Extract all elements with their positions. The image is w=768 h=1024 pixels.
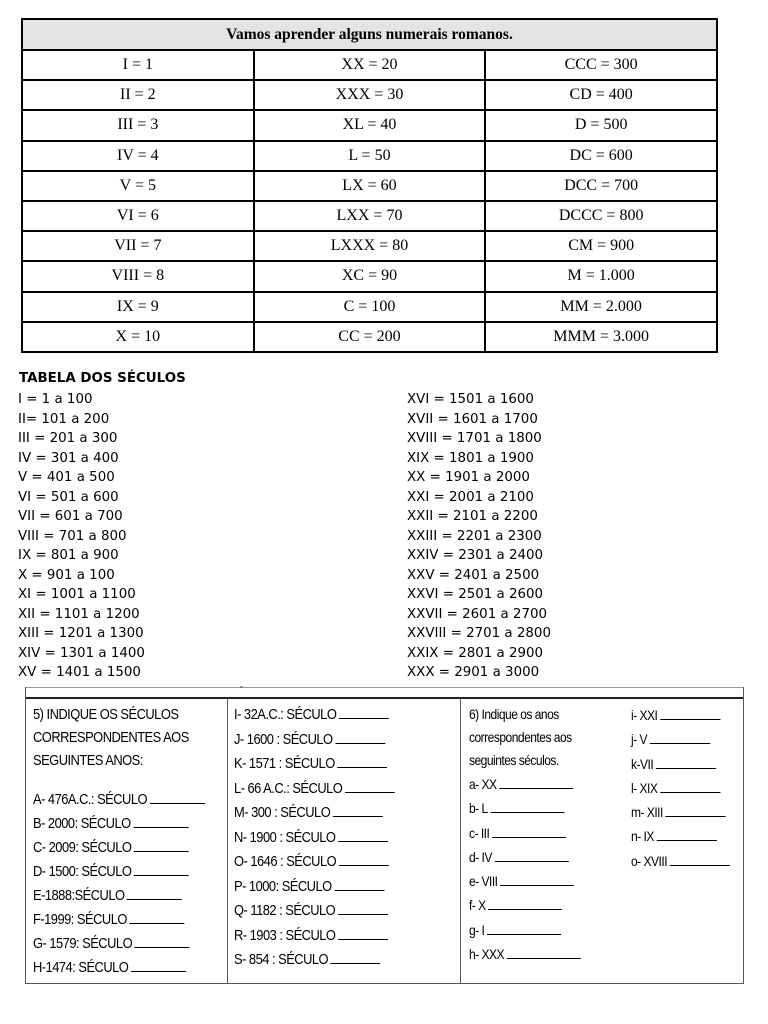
seculo-entry: XXI = 2001 a 2100 (407, 489, 534, 505)
exercise-heading-line: CORRESPONDENTES AOS (33, 729, 189, 746)
roman-table-cell: CC = 200 (254, 322, 486, 352)
exercise-item (631, 703, 730, 727)
exercise-item (631, 727, 730, 751)
exercise-item (33, 908, 205, 932)
seculo-entry: XXVII = 2601 a 2700 (407, 606, 548, 622)
roman-table-cell: II = 2 (22, 80, 254, 110)
seculo-entry: XXIV = 2301 a 2400 (407, 548, 544, 563)
answer-blank[interactable] (339, 851, 389, 866)
roman-table-row (22, 261, 717, 291)
exercise-item (234, 801, 395, 826)
seculo-entry: VI = 501 a 600 (18, 489, 119, 505)
roman-table-cell: M = 1.000 (485, 261, 717, 291)
seculo-entry: XV = 1401 a 1500 (18, 665, 141, 680)
roman-table-row (22, 110, 717, 140)
seculo-entry: V = 401 a 500 (18, 470, 115, 485)
exercise-item-label: I- 32A.C.: SÉCULO (234, 706, 337, 723)
exercise-item (33, 932, 205, 956)
exercise-item-label: e- VIII (469, 873, 498, 890)
exercise-item (234, 899, 395, 924)
exercise-item (631, 752, 730, 776)
answer-blank[interactable] (129, 909, 184, 924)
answer-blank[interactable] (135, 933, 190, 948)
seculo-entry: XXIII = 2201 a 2300 (407, 528, 542, 544)
roman-table-cell: IX = 9 (22, 292, 254, 322)
roman-table-cell: VI = 6 (22, 201, 254, 231)
seculo-entry: IX = 801 a 900 (18, 548, 119, 563)
exercise-item (33, 812, 205, 836)
roman-table-cell: LXXX = 80 (254, 231, 486, 261)
seculo-entry: XXX = 2901 a 3000 (407, 665, 540, 680)
exercise-item-label: G- 1579: SÉCULO (33, 935, 133, 952)
exercise-item (631, 800, 730, 824)
answer-blank[interactable] (133, 813, 188, 828)
exercise-item-label: A- 476A.C.: SÉCULO (33, 791, 148, 808)
answer-blank[interactable] (490, 798, 564, 813)
roman-table-cell: XX = 20 (254, 50, 486, 80)
exercise-item-label: i- XXI (631, 707, 658, 723)
answer-blank[interactable] (345, 778, 395, 793)
roman-table-cell: CM = 900 (485, 231, 717, 261)
roman-numerals-table (21, 18, 718, 353)
answer-blank[interactable] (488, 895, 562, 910)
seculo-entry: XVI = 1501 a 1600 (407, 392, 534, 407)
seculo-entry: XXVI = 2501 a 2600 (407, 587, 544, 602)
seculo-entry: I = 1 a 100 (18, 392, 93, 407)
exercise-item (469, 796, 581, 820)
roman-table-cell: DCCC = 800 (485, 201, 717, 231)
seculo-entry: XX = 1901 a 2000 (407, 470, 530, 485)
exercise-item (631, 824, 730, 848)
exercise-item-label: k-VII (631, 755, 654, 772)
seculo-entry: IV = 301 a 400 (18, 450, 119, 466)
exercise-item (33, 836, 205, 860)
exercise-5 (33, 703, 205, 980)
seculo-entry: XI = 1001 a 1100 (18, 587, 136, 602)
exercise-item-label: M- 300 : SÉCULO (234, 804, 331, 821)
exercise-item-label: Q- 1182 : SÉCULO (234, 902, 336, 919)
roman-table-cell: CD = 400 (485, 80, 717, 110)
exercise-item-label: E-1888:SÉCULO (33, 887, 125, 904)
exercise-item (469, 893, 581, 917)
exercise-item-label: B- 2000: SÉCULO (33, 815, 131, 832)
seculo-entry: X = 901 a 100 (18, 567, 115, 583)
exercise-item-label: R- 1903 : SÉCULO (234, 926, 336, 944)
column-divider (460, 698, 461, 983)
answer-blank[interactable] (660, 778, 720, 793)
exercise-item (33, 860, 205, 884)
roman-table-cell: VII = 7 (22, 231, 254, 261)
roman-table-row (22, 201, 717, 231)
roman-table-cell: DCC = 700 (485, 171, 717, 201)
answer-blank[interactable] (492, 823, 566, 838)
answer-blank[interactable] (150, 789, 205, 804)
column-divider (227, 698, 228, 983)
exercise-item-label: a- XX (469, 776, 497, 792)
exercise-item-label: d- IV (469, 848, 492, 865)
exercise-heading-line: 6) Indique os anos (469, 706, 559, 722)
exercise-item-label: b- L (469, 800, 488, 817)
seculo-entry: XIII = 1201 a 1300 (18, 626, 144, 641)
exercise-item (234, 752, 395, 777)
roman-table-cell: MMM = 3.000 (485, 322, 717, 352)
answer-blank[interactable] (338, 925, 388, 940)
exercise-item (631, 849, 730, 873)
answer-blank[interactable] (334, 876, 384, 891)
exercise-item (234, 703, 395, 728)
answer-blank[interactable] (127, 885, 182, 900)
roman-table-row (22, 50, 717, 80)
seculo-entry: XIX = 1801 a 1900 (407, 450, 534, 466)
answer-blank[interactable] (500, 871, 574, 886)
answer-blank[interactable] (131, 957, 186, 972)
seculo-entry: XXVIII = 2701 a 2800 (407, 626, 551, 641)
exercise-item (469, 821, 581, 845)
exercise-item (469, 869, 581, 893)
exercise-item (234, 850, 395, 875)
exercise-item-label: J- 1600 : SÉCULO (234, 730, 333, 748)
answer-blank[interactable] (487, 920, 561, 935)
exercise-item (469, 942, 581, 966)
roman-table-cell: VIII = 8 (22, 261, 254, 291)
exercise-box (25, 687, 744, 984)
roman-table-cell: I = 1 (22, 50, 254, 80)
answer-blank[interactable] (656, 826, 716, 841)
seculo-entry: II= 101 a 200 (18, 411, 110, 427)
exercise-item-label: C- 2009: SÉCULO (33, 839, 132, 856)
exercise-item-label: D- 1500: SÉCULO (33, 863, 132, 880)
exercise-item (234, 728, 395, 753)
exercise-item-label: K- 1571 : SÉCULO (234, 755, 335, 772)
top-mark: ˇ (240, 685, 243, 695)
seculo-entry: XII = 1101 a 1200 (18, 606, 140, 622)
seculo-entry: VIII = 701 a 800 (18, 528, 127, 544)
exercise-heading-line: correspondentes aos (469, 729, 572, 745)
exercise-item-label: c- III (469, 824, 490, 841)
spacer (33, 772, 205, 788)
exercise-item (469, 918, 581, 942)
exercise-item (234, 924, 395, 949)
seculo-entry: XXV = 2401 a 2500 (407, 567, 540, 583)
exercise-6-continued (631, 703, 730, 873)
roman-table-row (22, 141, 717, 171)
exercise-item (33, 884, 205, 908)
roman-table-cell: C = 100 (254, 292, 486, 322)
answer-blank[interactable] (331, 949, 381, 964)
roman-table-cell: DC = 600 (485, 141, 717, 171)
seculos-title: TABELA DOS SÉCULOS (19, 371, 186, 386)
roman-table-cell: IV = 4 (22, 141, 254, 171)
exercise-item-label: H-1474: SÉCULO (33, 959, 129, 976)
seculos-list-right (407, 390, 551, 683)
exercise-item (234, 875, 395, 900)
exercise-5-continued (234, 703, 395, 973)
answer-blank[interactable] (339, 704, 389, 719)
answer-blank[interactable] (338, 827, 388, 842)
answer-blank[interactable] (499, 774, 573, 789)
answer-blank[interactable] (337, 753, 387, 768)
exercise-item-label: F-1999: SÉCULO (33, 911, 127, 928)
seculo-entry: XXIX = 2801 a 2900 (407, 645, 544, 661)
exercise-item-label: O- 1646 : SÉCULO (234, 853, 337, 870)
roman-table-cell: III = 3 (22, 110, 254, 140)
seculo-entry: XVII = 1601 a 1700 (407, 411, 538, 427)
exercise-item-label: j- V (631, 731, 648, 748)
answer-blank[interactable] (335, 729, 385, 744)
roman-table-row (22, 80, 717, 110)
roman-table-title: Vamos aprender alguns numerais romanos. (22, 19, 717, 50)
roman-table-row (22, 171, 717, 201)
exercise-item-label: L- 66 A.C.: SÉCULO (234, 779, 343, 797)
exercise-item (469, 845, 581, 869)
exercise-item-label: m- XIII (631, 804, 663, 821)
exercise-item (234, 948, 395, 973)
exercise-item (631, 776, 730, 800)
roman-table-cell: L = 50 (254, 141, 486, 171)
seculo-entry: XIV = 1301 a 1400 (18, 645, 145, 661)
answer-blank[interactable] (134, 861, 189, 876)
roman-table-cell: V = 5 (22, 171, 254, 201)
answer-blank[interactable] (134, 837, 189, 852)
exercise-item (234, 777, 395, 802)
exercise-item (33, 788, 205, 812)
roman-table-cell: LXX = 70 (254, 201, 486, 231)
roman-table-cell: XL = 40 (254, 110, 486, 140)
seculo-entry: XXII = 2101 a 2200 (407, 509, 538, 524)
answer-blank[interactable] (333, 802, 383, 817)
seculo-entry: III = 201 a 300 (18, 431, 118, 446)
roman-table-cell: LX = 60 (254, 171, 486, 201)
roman-table-cell: CCC = 300 (485, 50, 717, 80)
exercise-6 (469, 703, 581, 966)
answer-blank[interactable] (660, 705, 720, 720)
seculo-entry: VII = 601 a 700 (18, 509, 123, 524)
roman-table-row (22, 322, 717, 352)
exercise-item-label: S- 854 : SÉCULO (234, 951, 329, 968)
answer-blank[interactable] (665, 802, 725, 817)
answer-blank[interactable] (650, 729, 710, 744)
roman-table-cell: XXX = 30 (254, 80, 486, 110)
exercise-item-label: g- I (469, 921, 485, 938)
exercise-item-label: l- XIX (631, 779, 658, 796)
exercise-top-border (26, 687, 743, 699)
answer-blank[interactable] (656, 754, 716, 769)
roman-table-cell: X = 10 (22, 322, 254, 352)
answer-blank[interactable] (507, 944, 581, 959)
exercise-item-label: P- 1000: SÉCULO (234, 877, 332, 895)
exercise-heading-line: seguintes séculos. (469, 752, 559, 768)
roman-table-cell: D = 500 (485, 110, 717, 140)
answer-blank[interactable] (338, 900, 388, 915)
answer-blank[interactable] (670, 851, 730, 866)
seculo-entry: XVIII = 1701 a 1800 (407, 431, 542, 446)
roman-table-row (22, 292, 717, 322)
seculos-list-left (18, 390, 145, 683)
exercise-item (33, 956, 205, 980)
roman-table-row (22, 231, 717, 261)
answer-blank[interactable] (494, 847, 568, 862)
exercise-heading-line: SEGUINTES ANOS: (33, 752, 143, 769)
exercise-item-label: h- XXX (469, 946, 505, 963)
exercise-item (234, 826, 395, 851)
exercise-heading-line: 5) INDIQUE OS SÉCULOS (33, 706, 179, 723)
roman-table-cell: XC = 90 (254, 261, 486, 291)
exercise-item-label: o- XVIII (631, 852, 668, 869)
roman-table-cell: MM = 2.000 (485, 292, 717, 322)
exercise-item-label: N- 1900 : SÉCULO (234, 828, 336, 846)
exercise-item-label: f- X (469, 897, 486, 914)
exercise-item (469, 772, 581, 796)
exercise-item-label: n- IX (631, 828, 654, 845)
